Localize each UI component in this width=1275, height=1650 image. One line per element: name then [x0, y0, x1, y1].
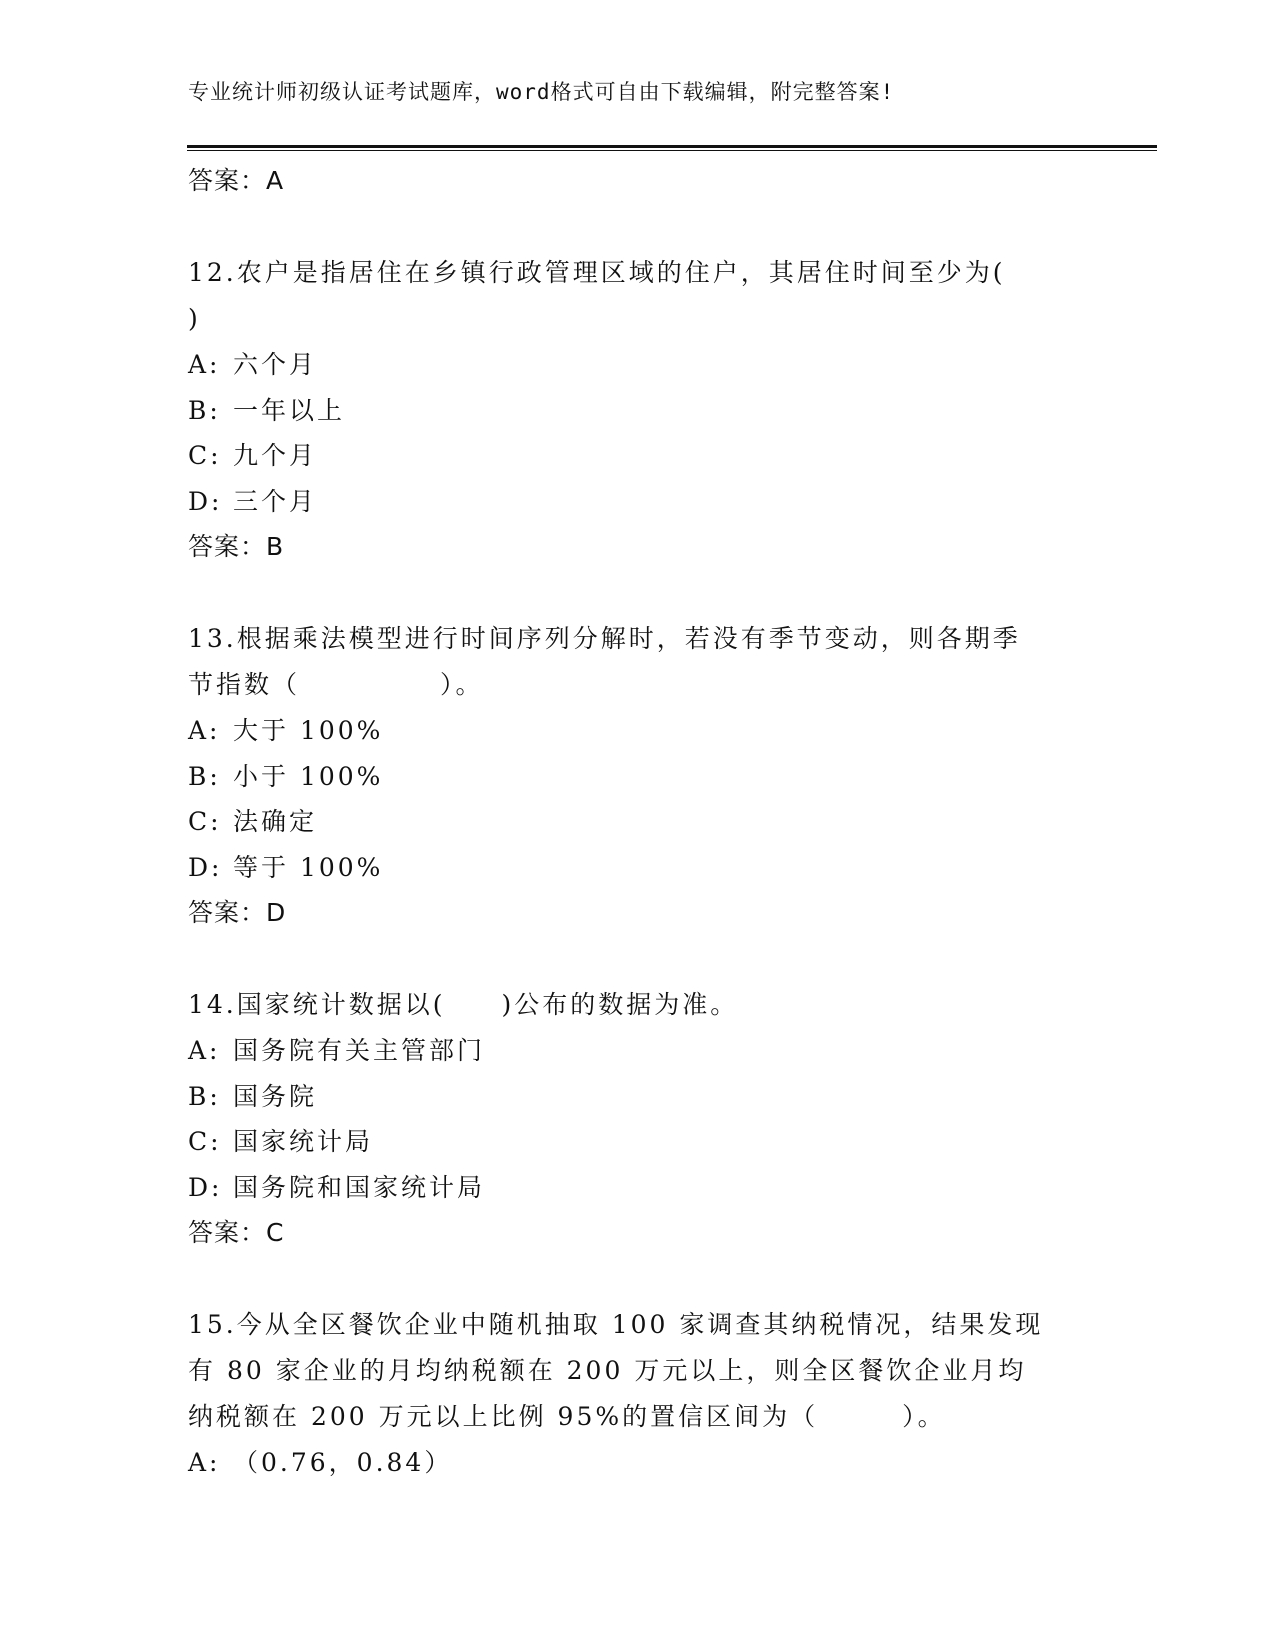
answer-label: 答案：C: [188, 1218, 285, 1247]
question-stem: 15.今从全区餐饮企业中随机抽取 100 家调查其纳税情况，结果发现有 80 家企业的月均纳税额在 200 万元以上，则全区餐饮企业月均纳税额在 200 万元以上比例 95%的置信区间为（ ）。: [188, 1310, 1044, 1431]
option-d: [188, 1165, 1088, 1211]
option-b: [188, 1074, 1088, 1120]
question-item: [188, 1302, 1088, 1486]
option-d: [188, 845, 1088, 891]
option-letter: D:: [188, 486, 223, 516]
option-letter: C:: [188, 1127, 222, 1156]
option-text: 国务院和国家统计局: [233, 1172, 486, 1202]
header-rule-thick: [187, 145, 1157, 148]
option-b: [188, 754, 1088, 800]
option-text: 小于 100%: [233, 761, 384, 791]
option-text: 国务院有关主管部门: [233, 1036, 486, 1065]
option-text: 九个月: [233, 441, 318, 470]
question-item: [188, 616, 1088, 936]
page-header: 专业统计师初级认证考试题库，word格式可自由下载编辑，附完整答案!: [188, 80, 895, 104]
answer-label: 答案：B: [188, 532, 285, 561]
option-letter: C:: [188, 807, 222, 836]
option-letter: A:: [188, 1448, 221, 1477]
header-rule-thin: [187, 150, 1157, 151]
question-stem: 12.农户是指居住在乡镇行政管理区域的住户，其居住时间至少为( ): [188, 258, 1006, 333]
option-text: 六个月: [233, 350, 318, 379]
option-letter: B:: [188, 395, 221, 425]
question-item: [188, 982, 1088, 1256]
option-a: [188, 1440, 1088, 1486]
option-letter: A:: [188, 716, 221, 745]
option-a: [188, 1028, 1088, 1074]
option-a: [188, 342, 1088, 388]
question-stem: 14.国家统计数据以( )公布的数据为准。: [188, 990, 739, 1019]
option-text: 国家统计局: [233, 1127, 374, 1156]
option-letter: C:: [188, 441, 222, 470]
option-text: 法确定: [233, 807, 318, 836]
option-text: 一年以上: [233, 395, 346, 425]
answer-label: 答案：A: [188, 166, 285, 195]
option-text: （0.76，0.84）: [233, 1448, 453, 1477]
option-letter: A:: [188, 350, 221, 379]
question-item: [188, 250, 1088, 570]
option-c: [188, 433, 1088, 479]
option-letter: D:: [188, 852, 223, 882]
option-text: 大于 100%: [233, 716, 384, 745]
question-stem: 13.根据乘法模型进行时间序列分解时，若没有季节变动，则各期季节指数（ ）。: [188, 624, 1021, 699]
option-text: 等于 100%: [233, 852, 384, 882]
answer-label: 答案：D: [188, 898, 287, 927]
option-text: 三个月: [233, 486, 318, 516]
option-letter: B:: [188, 1081, 221, 1111]
option-letter: D:: [188, 1172, 223, 1202]
option-c: [188, 799, 1088, 845]
option-letter: B:: [188, 761, 221, 791]
question-list: [188, 158, 1088, 1486]
option-c: [188, 1119, 1088, 1165]
option-d: [188, 479, 1088, 525]
option-text: 国务院: [233, 1081, 318, 1111]
option-letter: A:: [188, 1036, 221, 1065]
option-b: [188, 388, 1088, 434]
option-a: [188, 708, 1088, 754]
